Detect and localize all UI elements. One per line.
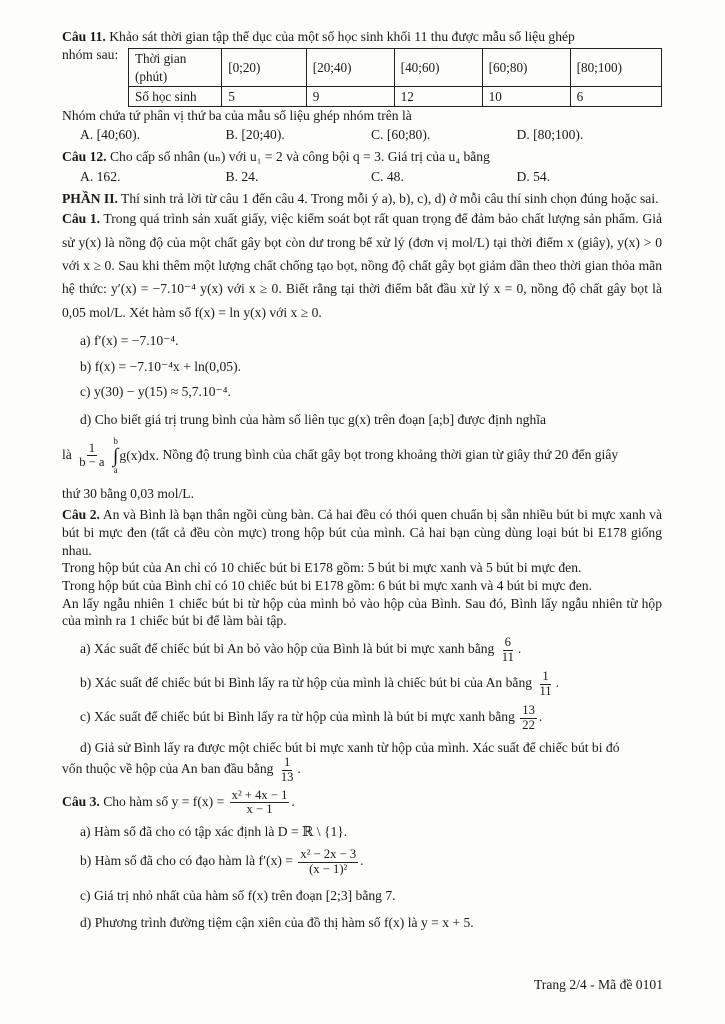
table-cell: Thời gian (phút) [129, 49, 222, 86]
table-cell: Số học sinh [129, 86, 222, 106]
fraction-numerator: 6 [504, 635, 511, 650]
q12-label: Câu 12. [62, 149, 107, 165]
fraction-numerator: 1 [542, 669, 549, 684]
c3-item-b: b) Hàm số đã cho có đạo hàm là f′(x) = $\frac{\text{x² − 2x − 3}}{\text{(x − 1)²}}$ . [80, 847, 364, 876]
fraction-numerator: x² − 2x − 3 [300, 847, 357, 862]
part2-heading [62, 190, 662, 208]
table-cell: 5 [222, 86, 307, 106]
c2-intro: An và Bình là bạn thân ngồi cùng bàn. Cả hai đều có thói quen chuẩn bị sẵn nhiều bút bi mực xanh và bút bi mực đen (tất cả đều còn mực) trong hộp bút của mình. Cả hai bạn cùng dùng loại bút bi E178 giống nhau. [62, 507, 662, 558]
table-cell: [0;20) [222, 49, 307, 86]
grouped-data-table [128, 48, 662, 106]
c2-line-an: Trong hộp bút của An chỉ có 10 chiếc bút bi E178 gồm: 5 bút bi mực xanh và 5 bút bi mực đen. [62, 560, 582, 576]
c1-item-d: d) Cho biết giá trị trung bình của hàm số liên tục g(x) trên đoạn [a;b] được định nghĩa [80, 412, 547, 428]
c1-item-b: b) f(x) = −7.10⁻⁴x + ln(0,05). [80, 358, 242, 374]
choice-c: C. [60;80). [371, 127, 431, 143]
fraction-numerator: 13 [522, 703, 535, 718]
c2-a-text: a) Xác suất để chiếc bút bi An bỏ vào hộp của Bình là bút bi mực xanh bằng [80, 641, 495, 657]
c2-label: Câu 2. [62, 507, 100, 523]
q11-choices [62, 126, 662, 144]
c2-b-text: b) Xác suất để chiếc bút bi Bình lấy ra từ hộp của mình là chiếc bút bi của An bằng [80, 675, 533, 691]
c2-item-c: c) Xác suất để chiếc bút bi Bình lấy ra từ hộp của mình là bút bi mực xanh bằng $\frac{13}{22}$ . [80, 703, 543, 733]
c2-d-text: vốn thuộc về hộp của An ban đầu bằng [62, 761, 274, 777]
derivative-fraction [298, 848, 358, 876]
table-cell: [40;60) [394, 49, 482, 86]
choice-d: D. [80;100). [516, 127, 584, 143]
fraction-numerator: 1 [88, 440, 96, 455]
table-cell: 9 [306, 86, 394, 106]
c2-item-d-cont: vốn thuộc về hộp của An ban đầu bằng $\frac{1}{13}$ . [62, 755, 301, 784]
fraction-denominator: 11 [539, 683, 552, 698]
page-footer: Trang 2/4 - Mã đề 0101 [533, 977, 663, 992]
choice-b: B. 24. [225, 168, 259, 184]
q12-stem [62, 148, 662, 166]
c2-stem [62, 506, 662, 559]
c1-item-d-end: thứ 30 bằng 0,03 mol/L. [62, 485, 194, 501]
fraction-denominator: 22 [522, 718, 535, 733]
c1-intro: Trong quá trình sản xuất giấy, việc kiểm soát bọt rất quan trọng để đảm bảo chất lượng sản phẩm. Giả sử y(x) là nồng độ của một chất gây bọt còn dư trong bể xử lý (đơn vị mol/L) tại thời điểm x (giây), y(x) > 0 với x ≥ 0. Sau khi thêm một lượng chất chống tạo bọt, nồng độ chất gây bọt giảm dần theo thời gian thỏa mãn hệ thức: y′(x) = −7.10⁻⁴ y(x) với x ≥ 0. Biết rằng tại thời điểm bắt đầu xử lý x = 0, nồng độ chất gây bọt là 0,05 mol/L. Xét hàm số f(x) = ln y(x) với x ≥ 0. [62, 211, 663, 320]
c1-item-c: c) y(30) − y(15) ≈ 5,7.10⁻⁴. [80, 384, 231, 400]
fraction-numerator: 1 [283, 755, 291, 770]
choice-b: B. [20;40). [225, 127, 285, 143]
table-row [129, 49, 662, 86]
c1-label: Câu 1. [62, 211, 101, 227]
c3-item-d: d) Phương trình đường tiệm cận xiên của đồ thị hàm số f(x) là y = x + 5. [80, 915, 474, 931]
q11-label: Câu 11. [62, 29, 106, 44]
c1-stem [62, 207, 662, 324]
c3-label: Câu 3. [62, 793, 100, 809]
fraction [537, 670, 553, 698]
table-cell: 12 [394, 86, 482, 106]
table-cell: 6 [570, 86, 661, 106]
q11-text-cont: nhóm sau: [62, 46, 119, 62]
q11-stem [62, 28, 662, 46]
q11-text: Khảo sát thời gian tập thể dục của một số học sinh khối 11 thu được mẫu số liệu ghép [109, 29, 575, 44]
integral-symbol-icon: ∫ [112, 444, 119, 467]
c1-d-text: Nồng độ trung bình của chất gây bọt trong khoảng thời gian từ giây thứ 20 đến giây [162, 446, 619, 462]
q12-choices [62, 168, 662, 186]
part2-label: PHẦN II. [62, 190, 118, 206]
part2-text: Thí sinh trả lời từ câu 1 đến câu 4. Trong mỗi ý a), b), c), d) ở mỗi câu thí sinh chọn đúng hoặc sai. [121, 190, 659, 206]
table-row [129, 86, 662, 106]
c2-item-a: a) Xác suất để chiếc bút bi An bỏ vào hộp của Bình là bút bi mực xanh bằng $\frac{6}{11}$ . [80, 635, 522, 664]
c2-item-b: b) Xác suất để chiếc bút bi Bình lấy ra từ hộp của mình là chiếc bút bi của An bằng $\frac{1}{11}$ . [80, 669, 560, 698]
fraction-denominator: (x − 1)² [309, 861, 348, 876]
table-cell: [80;100) [570, 49, 661, 86]
c3-intro: Cho hàm số y = f(x) = [103, 793, 225, 809]
choice-a: A. 162. [80, 168, 121, 184]
exam-page [62, 28, 662, 932]
integral-lower: a [113, 464, 118, 475]
choice-c: C. 48. [371, 168, 404, 184]
c1-d-la: là [62, 446, 72, 462]
function-fraction [230, 789, 290, 817]
fraction-denominator: 13 [280, 769, 294, 784]
c2-c-text: c) Xác suất để chiếc bút bi Bình lấy ra từ hộp của mình là bút bi mực xanh bằng [80, 709, 515, 725]
table-cell: 10 [482, 86, 570, 106]
mean-fraction [77, 442, 106, 470]
fraction-denominator: 11 [501, 649, 514, 664]
fraction [500, 636, 516, 664]
c2-line-binh: Trong hộp bút của Bình chỉ có 10 chiếc bút bi E178 gồm: 6 bút bi mực xanh và 4 bút bi mực đen. [62, 578, 592, 594]
c3-item-a: a) Hàm số đã cho có tập xác định là D = ℝ \ {1}. [80, 823, 348, 839]
table-cell: [20;40) [306, 49, 394, 86]
table-cell: [60;80) [482, 49, 570, 86]
integral [112, 437, 159, 475]
c2-line-draw: An lấy ngẫu nhiên 1 chiếc bút bi từ hộp của mình bỏ vào hộp của Bình. Sau đó, Bình lấy ngẫu nhiên từ hộp của mình ra 1 chiếc bút bi để làm bài tập. [62, 595, 662, 629]
integral-expression: g(x)dx. [119, 447, 160, 463]
fraction [279, 756, 296, 784]
integral-sign [113, 437, 118, 475]
c1-item-a: a) f′(x) = −7.10⁻⁴. [80, 333, 179, 349]
c3-item-c: c) Giá trị nhỏ nhất của hàm số f(x) trên đoạn [2;3] bằng 7. [80, 887, 396, 903]
c1-item-d-formula [62, 437, 662, 475]
fraction [520, 704, 537, 732]
integral-upper: b [113, 435, 118, 446]
choice-a: A. [40;60). [80, 127, 141, 143]
c3-b-text: b) Hàm số đã cho có đạo hàm là f′(x) = [80, 853, 293, 869]
fraction-denominator: b − a [79, 455, 105, 470]
c2-item-d: d) Giả sử Bình lấy ra được một chiếc bút bi mực xanh từ hộp của mình. Xác suất để chiếc bút bi đó [80, 739, 620, 755]
fraction-denominator: x − 1 [246, 802, 273, 817]
c3-stem: Câu 3. Cho hàm số y = f(x) = $\frac{\text{x² + 4x − 1}}{x - 1}$ . [62, 787, 295, 817]
choice-d: D. 54. [516, 168, 551, 184]
q12-text: Cho cấp số nhân (uₙ) với u₁ = 2 và công bội q = 3. Giá trị của u₄ bằng [109, 149, 490, 165]
q11-question: Nhóm chứa tứ phân vị thứ ba của mẫu số liệu ghép nhóm trên là [62, 107, 412, 123]
fraction-numerator: x² + 4x − 1 [231, 787, 288, 802]
